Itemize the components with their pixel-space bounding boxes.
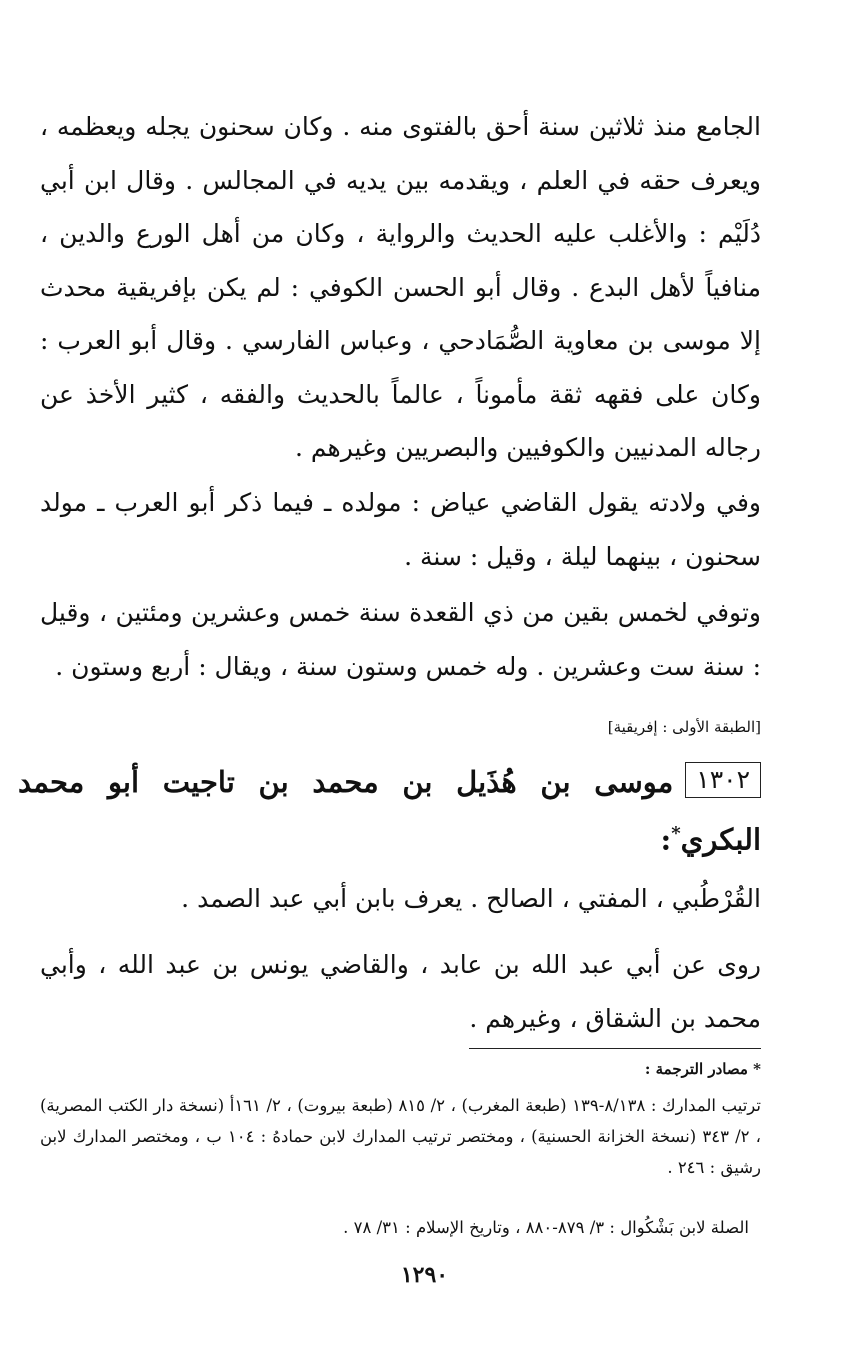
footnote-marker: * [671, 823, 681, 844]
page-number: ١٢٩٠ [400, 1262, 449, 1288]
footnote-title: * مصادر الترجمة : [644, 1060, 761, 1078]
layer-note: [الطبقة الأولى : إفريقية] [607, 718, 761, 736]
entry-paragraph-2: روى عن أبي عبد الله بن عابد ، والقاضي يونس بن عبد الله ، وأبي محمد بن الشقاق ، وغيرهم . [40, 950, 761, 1033]
entry-heading [18, 756, 761, 866]
body-paragraph-3: وتوفي لخمس بقين من ذي القعدة سنة خمس وعشرين ومئتين ، وقيل : سنة ست وعشرين . وله خمس وستون سنة ، ويقال : أربع وستون . [40, 598, 761, 681]
entry-number-box: ١٣٠٢ [685, 762, 761, 798]
footnote-2: الصلة لابن بَشْكُوال : ٣/ ٨٧٩-٨٨٠ ، وتاريخ الإسلام : ٣١/ ٧٨ . [343, 1218, 749, 1237]
body-paragraph-1: الجامع منذ ثلاثين سنة أحق بالفتوى منه . وكان سحنون يجله ويعظمه ، ويعرف حقه في العلم ، ويقدمه بين يديه في المجالس . وقال ابن أبي دُلَيْم : والأغلب عليه الحديث والرواية ، وكان من أهل الورع والدين ، منافياً لأهل البدع . وقال أبو الحسن الكوفي : لم يكن بإفريقية محدث إلا موسى بن معاوية الصُّمَادحي ، وعباس الفارسي . وقال أبو العرب : وكان على فقهه ثقة مأموناً ، عالماً بالحديث والفقه ، كثير الأخذ عن رجاله المدنيين والكوفيين والبصريين وغيرهم . [40, 112, 761, 462]
body-paragraph-2: وفي ولادته يقول القاضي عياض : مولده ـ فيما ذكر أبو العرب ـ مولد سحنون ، بينهما ليلة ، وقيل : سنة . [40, 488, 761, 571]
entry-colon: : [660, 822, 672, 857]
entry-title: موسى بن هُذَيل بن محمد بن تاجيت أبو محمد البكري [18, 765, 761, 857]
entry-paragraph-1: القُرْطُبي ، المفتي ، الصالح . يعرف بابن أبي عبد الصمد . [181, 884, 761, 913]
footnote-rule [469, 1048, 761, 1049]
footnote-1: ترتيب المدارك : ٨/١٣٨-١٣٩ (طبعة المغرب) ، ٢/ ٨١٥ (طبعة بيروت) ، ٢/ ١٦١أ (نسخة دار الكتب المصرية) ، ٢/ ٣٤٣ (نسخة الخزانة الحسنية) ، ومختصر ترتيب المدارك لابن حمادهُ : ١٠٤ ب ، ومختصر المدارك لابن رشيق : ٢٤٦ . [40, 1096, 761, 1177]
